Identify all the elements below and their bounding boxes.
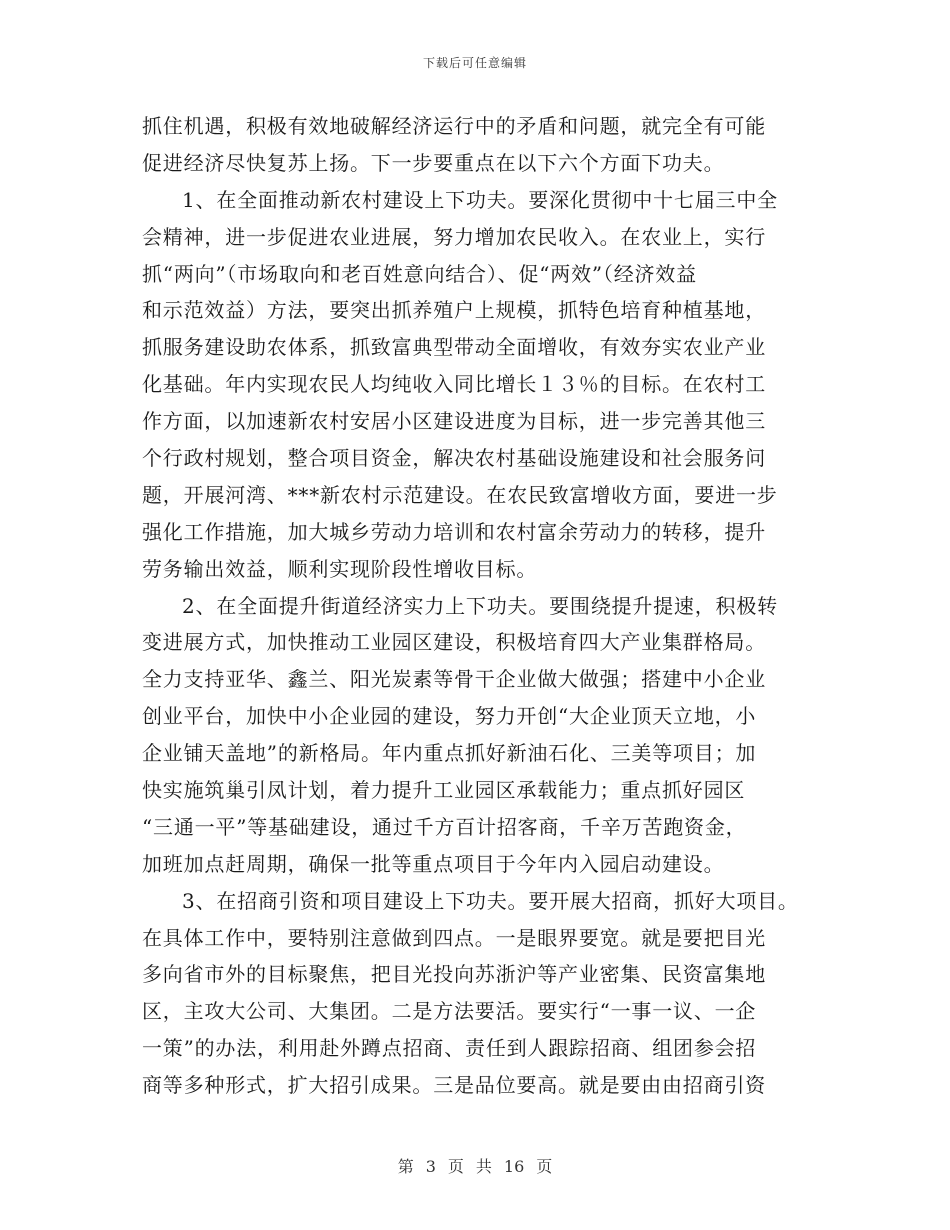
document-body [142, 108, 812, 1104]
text-line: 个行政村规划，整合项目资金，解决农村基础设施建设和社会服务问 [142, 446, 766, 471]
paragraph-1-start: 1、在全面推动新农村建设上下功夫。要深化贯彻中十七届三中全 [182, 187, 778, 212]
footer-suffix: 页 [536, 1157, 553, 1176]
total-pages-number: 16 [503, 1157, 525, 1176]
text-line: 企业铺天盖地”的新格局。年内重点抓好新油石化、三美等项目；加 [142, 741, 757, 766]
text-line: 作方面，以加速新农村安居小区建设进度为目标，进一步完善其他三 [142, 409, 766, 434]
text-line: 一策”的办法，利用赴外蹲点招商、责任到人跟踪招商、组团参会招 [142, 1036, 757, 1061]
text-line: 劳务输出效益，顺利实现阶段性增收目标。 [142, 556, 538, 581]
text-line: 多向省市外的目标聚焦，把目光投向苏浙沪等产业密集、民资富集地 [142, 962, 766, 987]
text-line: 抓“两向”（市场取向和老百姓意向结合）、促“两效”（经济效益 [142, 261, 697, 286]
current-page-number: 3 [425, 1157, 436, 1176]
text-line: 会精神，进一步促进农业进展，努力增加农民收入。在农业上，实行 [142, 224, 766, 249]
text-line: 抓服务建设助农体系，抓致富典型带动全面增收，有效夯实农业产业 [142, 335, 766, 360]
footer-prefix: 第 [397, 1157, 414, 1176]
paragraph-2-start: 2、在全面提升街道经济实力上下功夫。要围绕提升提速，积极转 [182, 593, 778, 618]
text-line: “三通一平”等基础建设，通过千方百计招客商，千辛万苦跑资金， [142, 814, 747, 839]
text-line: 变进展方式，加快推动工业园区建设，积极培育四大产业集群格局。 [142, 630, 766, 655]
text-line: 在具体工作中，要特别注意做到四点。一是眼界要宽。就是要把目光 [142, 925, 766, 950]
paragraph-3-start: 3、在招商引资和项目建设上下功夫。要开展大招商，抓好大项目。 [182, 888, 799, 913]
text-line: 强化工作措施，加大城乡劳动力培训和农村富余劳动力的转移，提升 [142, 519, 766, 544]
text-line: 和示范效益）方法，要突出抓养殖户上规模，抓特色培育种植基地， [142, 298, 766, 323]
text-line: 快实施筑巢引凤计划，着力提升工业园区承载能力；重点抓好园区 [142, 778, 746, 803]
footer-total-word: 共 [475, 1157, 492, 1176]
text-line: 全力支持亚华、鑫兰、阳光炭素等骨干企业做大做强；搭建中小企业 [142, 667, 766, 692]
footer-page-word: 页 [447, 1157, 464, 1176]
text-line: 化基础。年内实现农民人均纯收入同比增长１３％的目标。在农村工 [142, 372, 766, 397]
text-line: 题，开展河湾、***新农村示范建设。在农民致富增收方面，要进一步 [142, 482, 778, 507]
text-line: 加班加点赶周期，确保一批等重点项目于今年内入园启动建设。 [142, 851, 725, 876]
page-footer [0, 1154, 950, 1177]
text-line: 商等多种形式，扩大招引成果。三是品位要高。就是要由由招商引资 [142, 1073, 766, 1098]
text-line: 促进经济尽快复苏上扬。下一步要重点在以下六个方面下功夫。 [142, 150, 725, 175]
text-line: 抓住机遇，积极有效地破解经济运行中的矛盾和问题，就完全有可能 [142, 114, 766, 138]
page-header: 下载后可任意编辑 [422, 56, 527, 70]
text-line: 区，主攻大公司、大集团。二是方法要活。要实行“一事一议、一企 [142, 999, 757, 1024]
text-line: 创业平台，加快中小企业园的建设，努力开创“大企业顶天立地，小 [142, 704, 757, 729]
